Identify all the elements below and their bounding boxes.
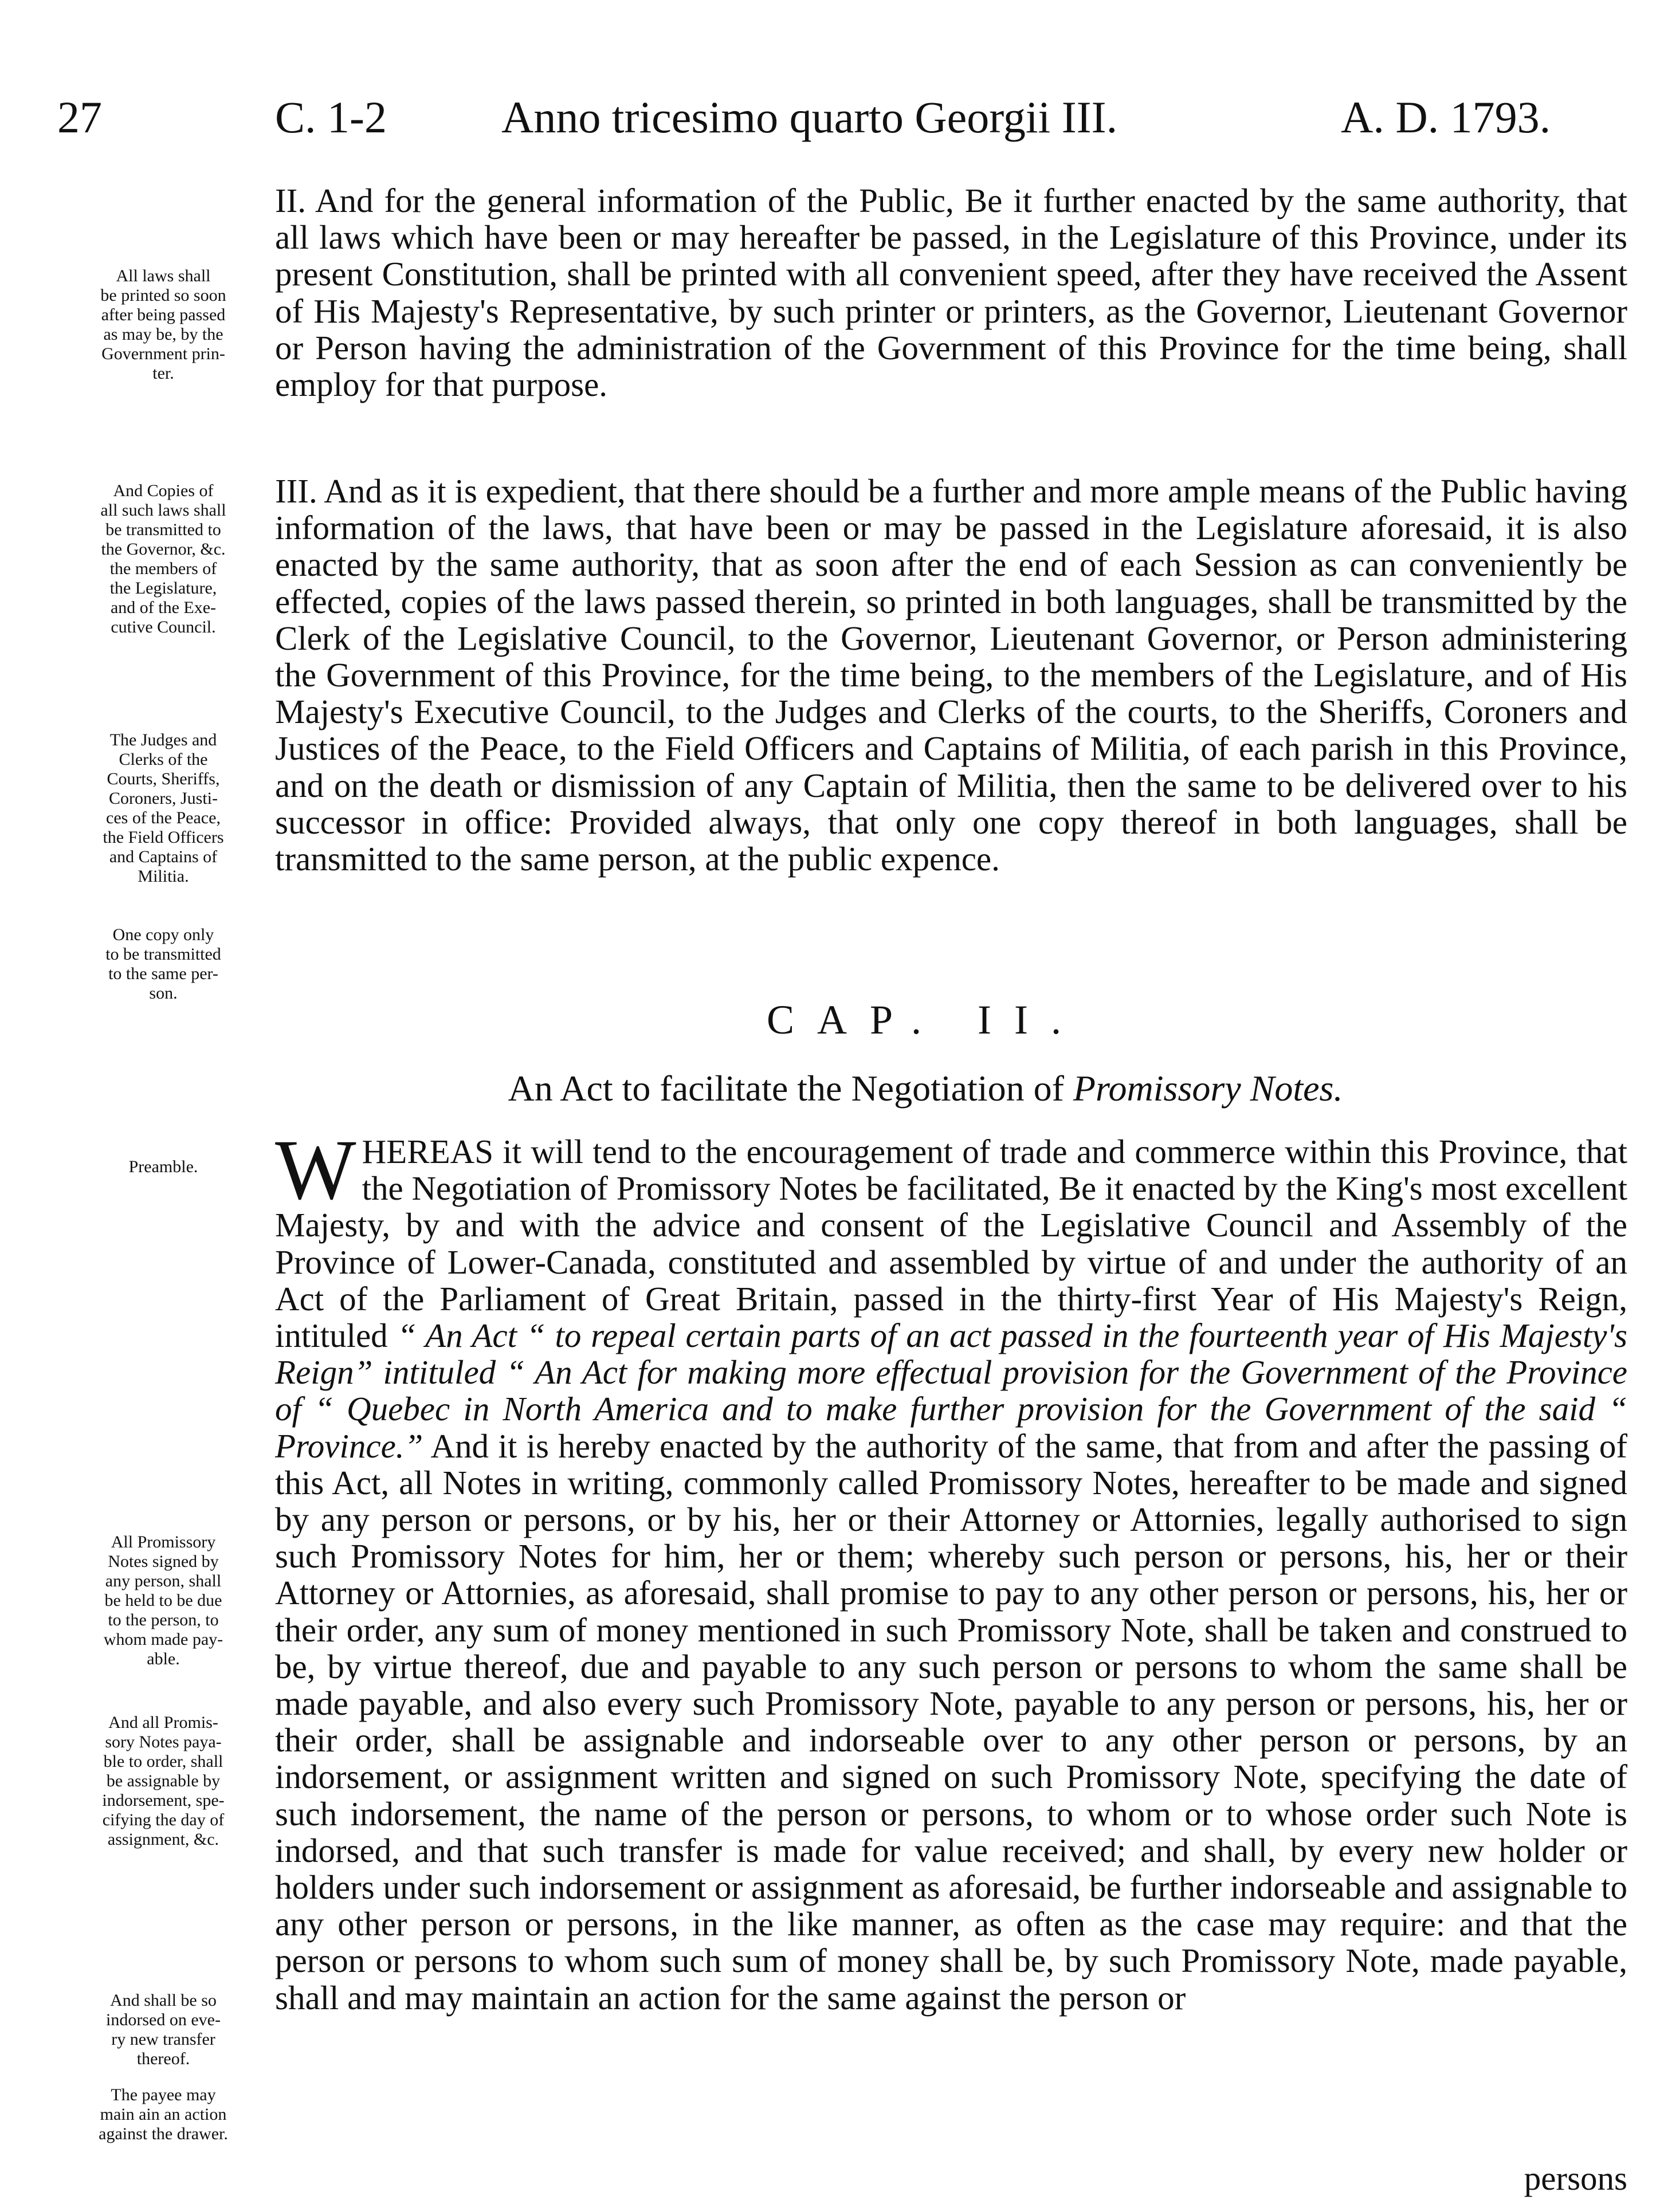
margin-note-assignable: And all Promis- sory Notes paya- ble to order, shall be assignable by indorsement, spe- cifying the day of assignment, &c.	[102, 1713, 225, 1849]
preamble-text: HEREAS it will tend to the encouragement of trade and commerce within this Province, that the Negotiation of Promissory Notes be facilitated, Be it enacted by the King's most excellent Majesty, by and with the advice and consent of the Legislative Council and Assembly of the Province of Lower-Canada, constituted and assembled by virtue of and under the authority of an Act of the Parliament of Great Britain, passed in the thirty-first Year of His Majesty's Reign, intituled	[275, 1133, 1627, 1355]
margin-note-copies-transmitted: And Copies of all such laws shall be transmitted to the Governor, &c. the members of the Legislature, and of the Exe- cutive Council.	[100, 481, 226, 637]
margin-note-laws-printed: All laws shall be printed so soon after being passed as may be, by the Government prin- ter.	[100, 266, 226, 383]
running-header	[57, 86, 1639, 149]
page-number: 27	[57, 92, 102, 142]
section-2-paragraph: II. And for the general information of the Public, Be it further enacted by the same authority, that all laws which have been or may hereafter be passed, in the Legislature of this Province, under its present Constitution, shall be printed with all convenient speed, after they have received the Assent of His Majesty's Representative, by such printer or printers, as the Governor, Lieutenant Governor or Person having the administration of the Government of this Province for the time being, shall employ for that purpose.	[275, 182, 1627, 404]
act-title-prefix: An Act to facilitate the Negotiation of	[508, 1068, 1064, 1109]
catchword: persons	[1524, 2159, 1627, 2197]
act-title	[0, 1066, 1656, 1111]
act-citation: “ An Act “ to repeal certain parts of an act passed in the fourteenth year of His Majesty's Reign” intituled “ An Act for making more effectual provision for the Government of the Province of “ Quebec in North America and to make further provision for the Government of the said “ Province.”	[275, 1317, 1627, 1465]
preamble-paragraph	[275, 1122, 1627, 2017]
act-title-italic: Promissory Notes.	[1073, 1068, 1343, 1109]
cap-heading: CAP. II.	[766, 997, 1085, 1043]
margin-note-preamble: Preamble.	[128, 1157, 198, 1176]
margin-note-promissory-notes: All Promissory Notes signed by any person, shall be held to be due to the person, to whom made pay- able.	[103, 1533, 223, 1668]
chapter-reference: C. 1-2	[275, 92, 387, 142]
year: A. D. 1793.	[1341, 92, 1551, 142]
running-title: Anno tricesimo quarto Georgii III.	[501, 92, 1118, 142]
margin-note-indorsed: And shall be so indorsed on eve- ry new transfer thereof.	[106, 1991, 221, 2068]
margin-note-one-copy: One copy only to be transmitted to the same per- son.	[105, 925, 221, 1003]
margin-note-judges-clerks: The Judges and Clerks of the Courts, Sheriffs, Coroners, Justi- ces of the Peace, the Field Officers and Captains of Militia.	[103, 730, 224, 886]
enactment-text: And it is hereby enacted by the authority of the same, that from and after the passing of this Act, all Notes in writing, commonly called Promissory Notes, hereafter to be made and signed by any person or persons, or by his, her or their Attorney or Attornies, legally authorised to sign such Promissory Notes for him, her or them; whereby such person or persons, his, her or their Attorney or Attornies, as aforesaid, shall promise to pay to any other person or persons, his, her or their order, any sum of money mentioned in such Promissory Note, shall be taken and construed to be, by virtue thereof, due and payable to any such person or persons to whom the same shall be made payable, and also every such Promissory Note, payable to any person or persons, his, her or their order, shall be assignable and indorseable over to any other person or persons, by an indorsement, or assignment written and signed on such Promissory Note, specifying the date of such indorsement, the name of the person or persons, to whom or to whose order such Note is indorsed, and that such transfer is made for value received; and shall, by every new holder or holders under such indorsement or assignment as aforesaid, be further indorseable and assignable to any other person or persons, in the like manner, as often as the case may require: and that the person or persons to whom such sum of money shall be, by such Promissory Note, made payable, shall and may maintain an action for the same against the person or	[275, 1427, 1627, 2017]
drop-capital: W	[275, 1122, 356, 1217]
section-3-paragraph: III. And as it is expedient, that there should be a further and more ample means of the Public having information of the laws, that have been or may be passed in the Legislature aforesaid, it is also enacted by the same authority, that as soon after the end of each Session as can conveniently be effected, copies of the laws passed therein, so printed in both languages, shall be transmitted by the Clerk of the Legislative Council, to the Governor, Lieutenant Governor, or Person administering the Government of this Province, for the time being, to the members of the Legislature, and of His Majesty's Executive Council, to the Judges and Clerks of the courts, to the Sheriffs, Coroners and Justices of the Peace, to the Field Officers and Captains of Militia, of each parish in this Province, and on the death or dismission of any Captain of Militia, then the same to be delivered over to his successor in office: Provided always, that only one copy thereof in both languages, shall be transmitted to the same person, at the public expence.	[275, 472, 1627, 878]
margin-note-payee: The payee may main ain an action against the drawer.	[99, 2085, 228, 2143]
